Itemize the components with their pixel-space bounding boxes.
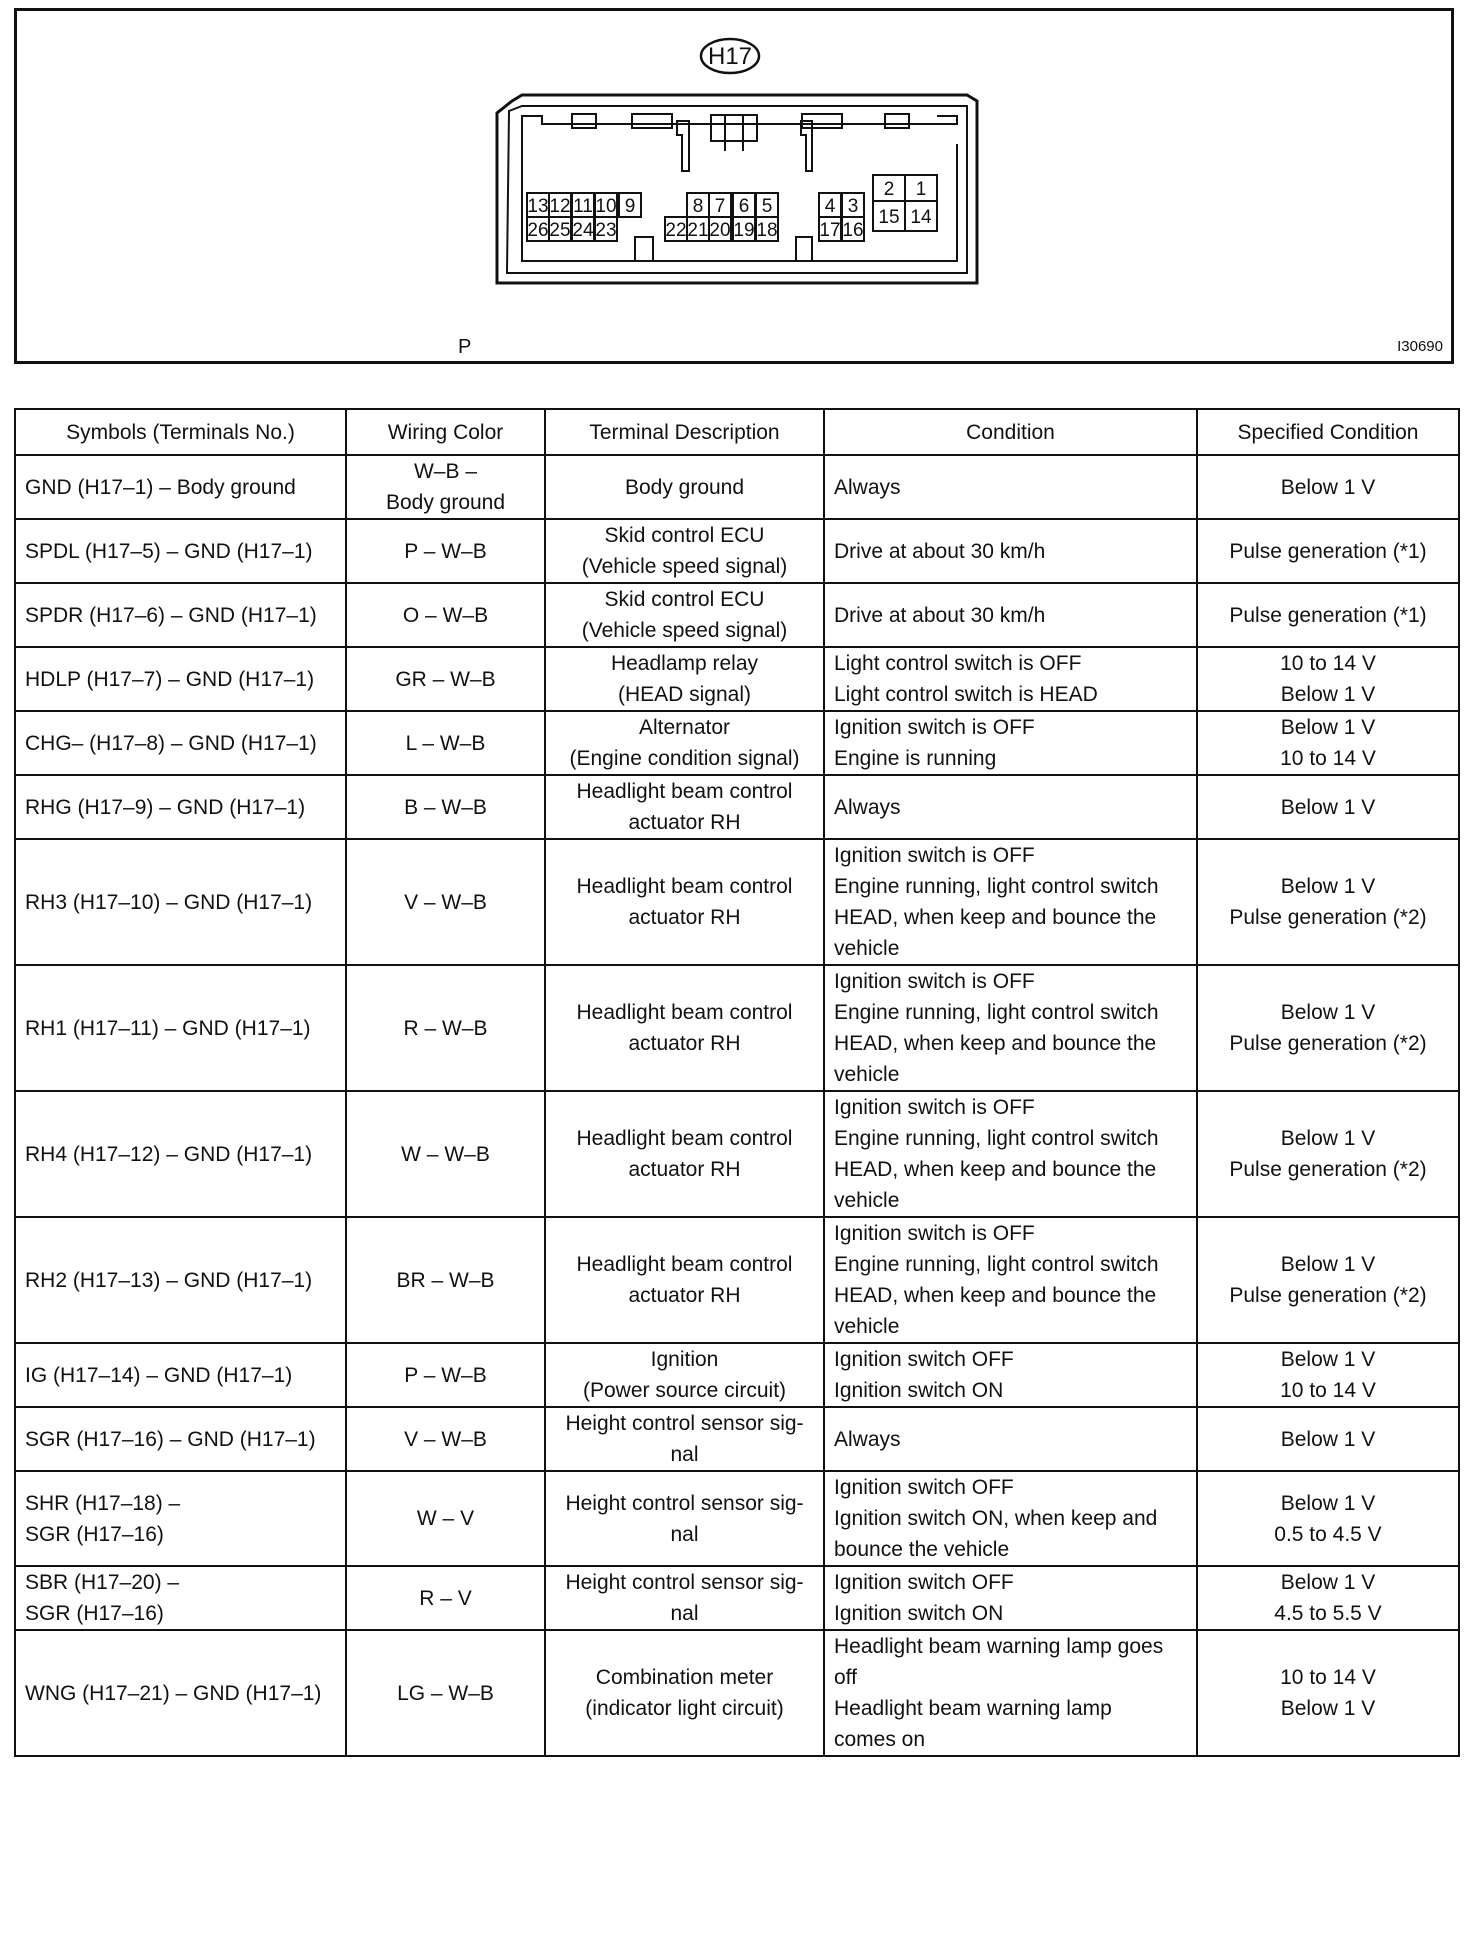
- table-row: [15, 839, 1459, 965]
- cell-symbol: [15, 519, 346, 583]
- housing-latch: [677, 121, 689, 171]
- terminal-number: 13: [527, 196, 549, 217]
- housing-channel-top: [522, 116, 957, 144]
- cell-line: (HEAD signal): [617, 683, 752, 706]
- cell-cond: [824, 1091, 1197, 1217]
- table-row: [15, 583, 1459, 647]
- cell-line: Ignition switch ON: [834, 1379, 1004, 1402]
- cell-line: Drive at about 30 km/h: [834, 603, 1046, 627]
- cell-line: Always: [834, 795, 901, 819]
- header-condition: Condition: [824, 409, 1197, 455]
- cell-line: Skid control ECU: [604, 588, 765, 611]
- cell-line: Engine running, light control switch: [834, 1253, 1159, 1276]
- cell-spec: [1197, 1471, 1459, 1566]
- cell-line: Below 1 V: [1280, 1253, 1376, 1276]
- cell-line: Below 1 V: [1280, 1427, 1376, 1451]
- cell-line: Headlight beam control: [576, 780, 793, 803]
- cell-symbol: [15, 839, 346, 965]
- table-row: [15, 1343, 1459, 1407]
- cell-cond: [824, 711, 1197, 775]
- cell-desc: [545, 1566, 824, 1630]
- cell-desc: [545, 519, 824, 583]
- cell-line: SGR (H17–16) – GND (H17–1): [25, 1427, 316, 1451]
- connector-diagram: [14, 8, 1454, 364]
- cell-line: Below 1 V: [1280, 683, 1376, 706]
- housing-slot: [885, 114, 909, 128]
- table-row: [15, 1471, 1459, 1566]
- cell-wiring: [346, 839, 545, 965]
- cell-line: HEAD, when keep and bounce the: [834, 1158, 1157, 1181]
- cell-line: (Engine condition signal): [569, 747, 800, 770]
- cell-line: Below 1 V: [1280, 1127, 1376, 1150]
- terminal-number: 6: [738, 196, 750, 217]
- cell-line: Pulse generation (*2): [1229, 1032, 1427, 1055]
- terminal-number: 17: [819, 220, 841, 241]
- cell-spec: [1197, 1343, 1459, 1407]
- cell-line: Headlamp relay: [610, 652, 759, 675]
- cell-symbol: [15, 583, 346, 647]
- cell-line: Pulse generation (*1): [1229, 603, 1427, 627]
- cell-line: Pulse generation (*1): [1229, 539, 1427, 563]
- cell-wiring: [346, 1407, 545, 1471]
- terminal-number: 16: [842, 220, 864, 241]
- cell-cond: [824, 455, 1197, 519]
- cell-line: (indicator light circuit): [585, 1697, 784, 1720]
- cell-wiring: [346, 1091, 545, 1217]
- cell-spec: [1197, 1630, 1459, 1756]
- cell-desc: [545, 1091, 824, 1217]
- cell-wiring: [346, 455, 545, 519]
- header-terminal-description: Terminal Description: [545, 409, 824, 455]
- terminal-number: 11: [573, 196, 593, 217]
- cell-desc: [545, 1630, 824, 1756]
- cell-line: vehicle: [834, 1315, 900, 1338]
- cell-symbol: [15, 711, 346, 775]
- cell-spec: [1197, 965, 1459, 1091]
- cell-wiring: [346, 1471, 545, 1566]
- cell-line: Engine running, light control switch: [834, 1127, 1159, 1150]
- cell-spec: [1197, 455, 1459, 519]
- cell-cond: [824, 775, 1197, 839]
- cell-line: Ignition switch is OFF: [834, 1096, 1035, 1119]
- cell-line: Light control switch is OFF: [834, 652, 1082, 675]
- cell-symbol: [15, 1217, 346, 1343]
- cell-line: comes on: [834, 1728, 926, 1751]
- cell-desc: [545, 711, 824, 775]
- cell-spec: [1197, 839, 1459, 965]
- header-symbols: Symbols (Terminals No.): [15, 409, 346, 455]
- cell-spec: [1197, 1566, 1459, 1630]
- cell-wiring: [346, 1217, 545, 1343]
- cell-line: B – W–B: [404, 795, 487, 819]
- terminal-number: 12: [549, 196, 571, 217]
- cell-line: bounce the vehicle: [834, 1538, 1010, 1561]
- cell-line: Below 1 V: [1280, 1491, 1376, 1515]
- view-label: P: [458, 336, 472, 358]
- cell-line: Below 1 V: [1280, 716, 1376, 739]
- cell-line: SPDR (H17–6) – GND (H17–1): [25, 603, 317, 627]
- cell-line: nal: [670, 1602, 699, 1625]
- cell-line: RH2 (H17–13) – GND (H17–1): [25, 1268, 313, 1292]
- cell-line: RHG (H17–9) – GND (H17–1): [25, 795, 306, 819]
- cell-line: actuator RH: [628, 906, 741, 929]
- cell-line: Headlight beam warning lamp goes: [834, 1635, 1164, 1658]
- table-row: [15, 1566, 1459, 1630]
- cell-cond: [824, 965, 1197, 1091]
- terminal-number: 3: [847, 196, 859, 217]
- cell-spec: [1197, 1407, 1459, 1471]
- cell-line: W – W–B: [401, 1142, 490, 1166]
- cell-line: Light control switch is HEAD: [834, 683, 1098, 706]
- housing-key: [635, 237, 653, 261]
- cell-spec: [1197, 1217, 1459, 1343]
- terminal-number: 21: [687, 220, 709, 241]
- cell-spec: [1197, 583, 1459, 647]
- cell-line: Ignition switch ON, when keep and: [834, 1507, 1158, 1530]
- header-wiring-color: Wiring Color: [346, 409, 545, 455]
- cell-line: actuator RH: [628, 1032, 741, 1055]
- cell-line: RH4 (H17–12) – GND (H17–1): [25, 1142, 313, 1166]
- cell-desc: [545, 839, 824, 965]
- cell-line: Engine is running: [834, 747, 997, 770]
- cell-line: actuator RH: [628, 811, 741, 834]
- cell-line: O – W–B: [402, 603, 489, 627]
- table-row: [15, 1217, 1459, 1343]
- cell-line: Always: [834, 1427, 901, 1451]
- cell-line: Height control sensor sig-: [565, 1491, 804, 1515]
- table-row: [15, 965, 1459, 1091]
- cell-line: Height control sensor sig-: [565, 1412, 804, 1435]
- cell-symbol: [15, 965, 346, 1091]
- cell-line: BR – W–B: [396, 1268, 495, 1292]
- cell-wiring: [346, 583, 545, 647]
- housing-key: [796, 237, 812, 261]
- cell-symbol: [15, 1630, 346, 1756]
- cell-line: Combination meter: [595, 1666, 774, 1689]
- cell-symbol: [15, 775, 346, 839]
- cell-cond: [824, 519, 1197, 583]
- cell-wiring: [346, 711, 545, 775]
- cell-line: (Vehicle speed signal): [581, 619, 788, 642]
- cell-line: Ignition switch OFF: [834, 1476, 1014, 1499]
- cell-wiring: [346, 1343, 545, 1407]
- table-row: [15, 711, 1459, 775]
- cell-line: Ignition switch OFF: [834, 1348, 1014, 1371]
- table-row: [15, 775, 1459, 839]
- cell-symbol: [15, 1343, 346, 1407]
- terminal-number: 20: [709, 220, 731, 241]
- cell-wiring: [346, 647, 545, 711]
- cell-desc: [545, 455, 824, 519]
- cell-spec: [1197, 519, 1459, 583]
- cell-wiring: [346, 519, 545, 583]
- cell-line: SBR (H17–20) –: [25, 1571, 180, 1594]
- cell-cond: [824, 583, 1197, 647]
- cell-desc: [545, 1217, 824, 1343]
- cell-cond: [824, 1566, 1197, 1630]
- terminal-number: 25: [549, 220, 571, 241]
- cell-line: Alternator: [638, 716, 731, 739]
- cell-line: 4.5 to 5.5 V: [1274, 1602, 1382, 1625]
- housing-slot: [632, 114, 672, 128]
- cell-line: L – W–B: [405, 731, 486, 755]
- cell-line: Headlight beam control: [576, 1253, 793, 1276]
- cell-line: Body ground: [385, 491, 506, 514]
- cell-line: HEAD, when keep and bounce the: [834, 906, 1157, 929]
- terminal-number: 4: [824, 196, 836, 217]
- cell-line: R – V: [419, 1586, 472, 1610]
- cell-desc: [545, 583, 824, 647]
- cell-line: Ignition: [650, 1348, 719, 1371]
- cell-line: Height control sensor sig-: [565, 1571, 804, 1594]
- cell-line: IG (H17–14) – GND (H17–1): [25, 1363, 293, 1387]
- terminal-table: [14, 408, 1460, 1757]
- cell-line: Ignition switch is OFF: [834, 1222, 1035, 1245]
- cell-line: R – W–B: [403, 1016, 488, 1040]
- terminal-number: 18: [756, 220, 778, 241]
- cell-line: nal: [670, 1443, 699, 1466]
- cell-line: (Power source circuit): [582, 1379, 787, 1402]
- cell-desc: [545, 775, 824, 839]
- cell-cond: [824, 839, 1197, 965]
- cell-line: SHR (H17–18) –: [25, 1491, 181, 1515]
- cell-line: vehicle: [834, 1063, 900, 1086]
- terminal-number: 10: [595, 196, 617, 217]
- terminal-number: 7: [714, 196, 726, 217]
- cell-line: Below 1 V: [1280, 875, 1376, 898]
- cell-line: GR – W–B: [395, 667, 496, 691]
- terminal-number: 14: [910, 207, 932, 228]
- cell-line: Pulse generation (*2): [1229, 1158, 1427, 1181]
- cell-line: Below 1 V: [1280, 475, 1376, 499]
- cell-spec: [1197, 775, 1459, 839]
- cell-line: Drive at about 30 km/h: [834, 539, 1046, 563]
- terminal-number: 1: [915, 179, 927, 200]
- cell-line: Skid control ECU: [604, 524, 765, 547]
- cell-line: V – W–B: [404, 1427, 487, 1451]
- cell-line: RH3 (H17–10) – GND (H17–1): [25, 890, 313, 914]
- cell-desc: [545, 1471, 824, 1566]
- cell-line: off: [834, 1666, 857, 1689]
- cell-line: Headlight beam control: [576, 875, 793, 898]
- cell-line: P – W–B: [404, 539, 487, 563]
- cell-line: GND (H17–1) – Body ground: [25, 475, 296, 499]
- table-header-row: [15, 409, 1459, 455]
- cell-symbol: [15, 1566, 346, 1630]
- table-row: [15, 1630, 1459, 1756]
- terminal-number: 22: [665, 220, 687, 241]
- cell-wiring: [346, 1566, 545, 1630]
- housing-slot: [572, 114, 596, 128]
- terminal-number: 5: [761, 196, 773, 217]
- terminal-row-top: [527, 175, 937, 217]
- cell-line: 10 to 14 V: [1280, 1666, 1376, 1689]
- cell-desc: [545, 1407, 824, 1471]
- table-row: [15, 455, 1459, 519]
- cell-desc: [545, 1343, 824, 1407]
- cell-line: vehicle: [834, 1189, 900, 1212]
- cell-line: Pulse generation (*2): [1229, 906, 1427, 929]
- cell-line: Ignition switch OFF: [834, 1571, 1014, 1594]
- connector-id-label: H17: [707, 43, 753, 70]
- terminal-number: 23: [595, 220, 617, 241]
- cell-line: 0.5 to 4.5 V: [1274, 1522, 1382, 1546]
- cell-line: Below 1 V: [1280, 795, 1376, 819]
- cell-line: actuator RH: [628, 1158, 741, 1181]
- cell-line: Body ground: [624, 475, 745, 499]
- cell-line: Pulse generation (*2): [1229, 1284, 1427, 1307]
- cell-line: RH1 (H17–11) – GND (H17–1): [25, 1016, 311, 1040]
- housing-latch: [725, 115, 743, 151]
- terminal-number: 8: [692, 196, 704, 217]
- terminal-number: 24: [572, 220, 594, 241]
- cell-cond: [824, 1343, 1197, 1407]
- cell-line: Below 1 V: [1280, 1571, 1376, 1594]
- cell-line: HEAD, when keep and bounce the: [834, 1032, 1157, 1055]
- header-specified-condition: Specified Condition: [1197, 409, 1459, 455]
- figure-id: I30690: [1397, 338, 1443, 355]
- cell-symbol: [15, 1091, 346, 1217]
- terminal-number: 15: [878, 207, 900, 228]
- cell-spec: [1197, 647, 1459, 711]
- terminal-number: 9: [624, 196, 636, 217]
- table-row: [15, 519, 1459, 583]
- cell-cond: [824, 1471, 1197, 1566]
- cell-symbol: [15, 1471, 346, 1566]
- cell-symbol: [15, 1407, 346, 1471]
- cell-cond: [824, 647, 1197, 711]
- cell-line: Ignition switch is OFF: [834, 716, 1035, 739]
- cell-wiring: [346, 1630, 545, 1756]
- cell-line: Below 1 V: [1280, 1001, 1376, 1024]
- cell-cond: [824, 1630, 1197, 1756]
- cell-symbol: [15, 455, 346, 519]
- cell-line: 10 to 14 V: [1280, 1379, 1376, 1402]
- cell-cond: [824, 1217, 1197, 1343]
- cell-line: nal: [670, 1522, 699, 1546]
- cell-line: Headlight beam warning lamp: [834, 1697, 1112, 1720]
- cell-cond: [824, 1407, 1197, 1471]
- cell-spec: [1197, 1091, 1459, 1217]
- table-row: [15, 647, 1459, 711]
- cell-line: HDLP (H17–7) – GND (H17–1): [25, 667, 315, 691]
- cell-line: CHG– (H17–8) – GND (H17–1): [25, 731, 317, 755]
- cell-symbol: [15, 647, 346, 711]
- cell-line: vehicle: [834, 937, 900, 960]
- table-row: [15, 1407, 1459, 1471]
- cell-line: HEAD, when keep and bounce the: [834, 1284, 1157, 1307]
- cell-line: V – W–B: [404, 890, 487, 914]
- terminal-number: 26: [527, 220, 549, 241]
- housing-latch: [711, 115, 757, 141]
- cell-spec: [1197, 711, 1459, 775]
- table-row: [15, 1091, 1459, 1217]
- cell-line: P – W–B: [404, 1363, 487, 1387]
- cell-desc: [545, 647, 824, 711]
- cell-line: Headlight beam control: [576, 1127, 793, 1150]
- cell-line: Below 1 V: [1280, 1348, 1376, 1371]
- cell-wiring: [346, 775, 545, 839]
- cell-line: Headlight beam control: [576, 1001, 793, 1024]
- terminal-number: 2: [883, 179, 895, 200]
- connector-inner-outline: [507, 106, 967, 273]
- cell-line: Engine running, light control switch: [834, 1001, 1159, 1024]
- cell-line: Always: [834, 475, 901, 499]
- cell-line: Ignition switch is OFF: [834, 970, 1035, 993]
- cell-line: LG – W–B: [397, 1681, 494, 1705]
- cell-line: W – V: [416, 1507, 475, 1530]
- cell-line: WNG (H17–21) – GND (H17–1): [25, 1681, 322, 1705]
- cell-desc: [545, 965, 824, 1091]
- cell-line: 10 to 14 V: [1280, 747, 1376, 770]
- cell-line: SGR (H17–16): [25, 1602, 164, 1625]
- terminal-number: 19: [733, 220, 755, 241]
- cell-line: (Vehicle speed signal): [581, 555, 788, 578]
- cell-line: SPDL (H17–5) – GND (H17–1): [25, 539, 313, 563]
- connector-drawing: [17, 11, 1451, 361]
- cell-line: Below 1 V: [1280, 1697, 1376, 1720]
- cell-line: 10 to 14 V: [1280, 652, 1376, 675]
- cell-line: W–B –: [413, 460, 478, 483]
- cell-wiring: [346, 965, 545, 1091]
- cell-line: Ignition switch is OFF: [834, 844, 1035, 867]
- cell-line: actuator RH: [628, 1284, 741, 1307]
- cell-line: Engine running, light control switch: [834, 875, 1159, 898]
- cell-line: Ignition switch ON: [834, 1602, 1004, 1625]
- cell-line: SGR (H17–16): [25, 1522, 164, 1546]
